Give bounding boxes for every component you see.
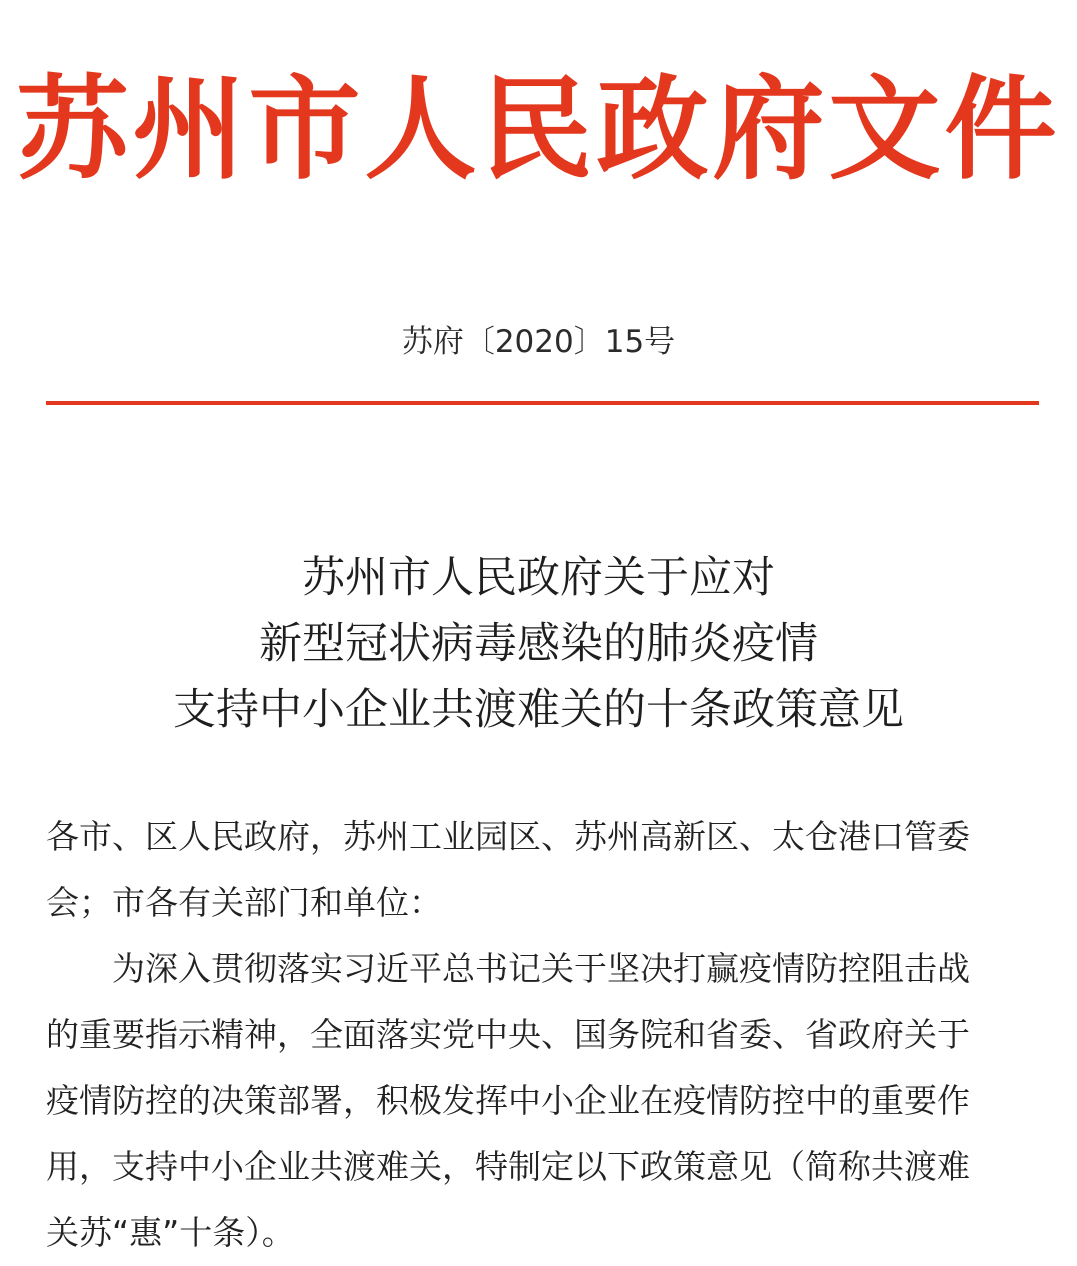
document-title	[0, 545, 1077, 743]
document-masthead: 苏州市人民政府文件	[16, 64, 1061, 195]
document-number: 苏府〔2020〕15号	[401, 324, 676, 360]
title-line-1: 苏州市人民政府关于应对	[302, 553, 775, 603]
recipients-line-2: 会；市各有关部门和单位：	[46, 883, 442, 922]
recipients-line-1: 各市、区人民政府，苏州工业园区、苏州高新区、太仓港口管委	[46, 817, 970, 856]
body-line-4: 用，支持中小企业共渡难关，特制定以下政策意见（简称共渡难	[46, 1147, 970, 1186]
body-line-3: 疫情防控的决策部署，积极发挥中小企业在疫情防控中的重要作	[46, 1081, 970, 1120]
red-divider-line	[46, 401, 1039, 405]
body-line-1: 为深入贯彻落实习近平总书记关于坚决打赢疫情防控阻击战	[112, 949, 970, 988]
body-paragraph	[46, 936, 1041, 1266]
body-line-2: 的重要指示精神，全面落实党中央、国务院和省委、省政府关于	[46, 1015, 970, 1054]
title-line-2: 新型冠状病毒感染的肺炎疫情	[259, 619, 818, 669]
recipients-paragraph	[46, 804, 1041, 936]
body-line-5: 关苏“惠”十条）。	[46, 1213, 295, 1252]
title-line-3: 支持中小企业共渡难关的十条政策意见	[173, 685, 904, 735]
